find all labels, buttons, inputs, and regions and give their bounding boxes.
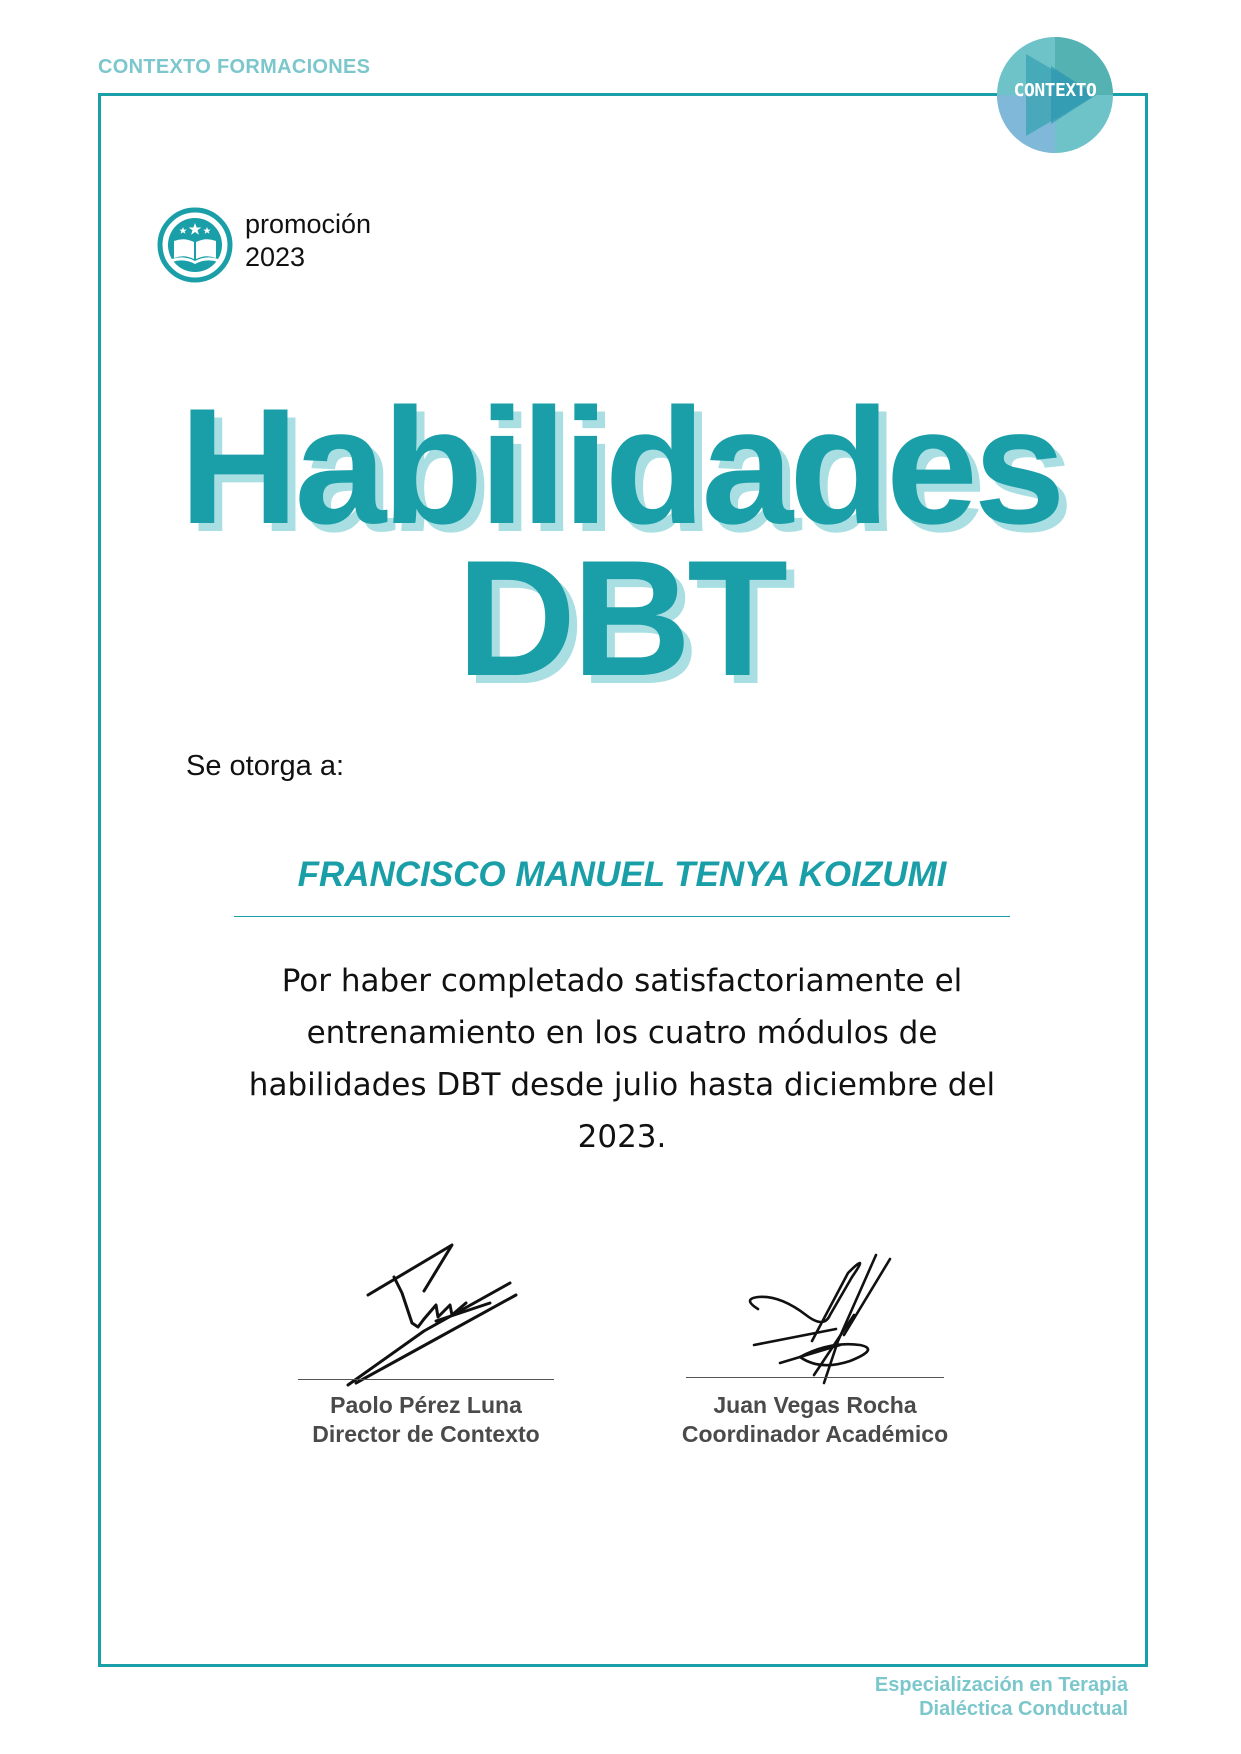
- signer-name-2: Juan Vegas Rocha: [713, 1392, 917, 1418]
- program-footer: [875, 1673, 1128, 1721]
- certificate-title: [0, 374, 1241, 710]
- certificate-description: [234, 955, 1010, 1163]
- logo-wordmark: CONTEXTO: [1013, 80, 1097, 101]
- signer-role-2: Coordinador Académico: [681, 1421, 949, 1447]
- signature-image-1: [340, 1235, 530, 1395]
- title-line-2: DBT: [456, 526, 785, 710]
- signature-line-2: [686, 1377, 944, 1378]
- signer-name-1: Paolo Pérez Luna: [330, 1392, 522, 1418]
- description-line: habilidades DBT desde julio hasta diciembre del: [248, 1067, 996, 1103]
- open-book-stars-icon: [157, 207, 233, 283]
- title-line-1: Habilidades: [179, 374, 1062, 558]
- description-line: entrenamiento en los cuatro módulos de: [306, 1015, 938, 1051]
- signature-image-2: [740, 1245, 920, 1415]
- recipient-name: FRANCISCO MANUEL TENYA KOIZUMI: [297, 855, 947, 894]
- promotion-word: promoción: [245, 209, 372, 239]
- promotion-label: [245, 208, 371, 274]
- brand-header: CONTEXTO FORMACIONES: [98, 56, 371, 78]
- signature-line-1: [298, 1379, 554, 1380]
- description-line: 2023.: [577, 1119, 667, 1155]
- recipient-underline: [234, 916, 1010, 917]
- signer-role-1: Director de Contexto: [312, 1421, 540, 1447]
- awarded-to-label: Se otorga a:: [186, 750, 344, 782]
- contexto-logo: [996, 36, 1114, 154]
- description-line: Por haber completado satisfactoriamente el: [281, 963, 963, 999]
- footer-line-2: Dialéctica Conductual: [919, 1698, 1128, 1720]
- promotion-year: 2023: [245, 242, 306, 272]
- footer-line-1: Especialización en Terapia: [874, 1674, 1128, 1696]
